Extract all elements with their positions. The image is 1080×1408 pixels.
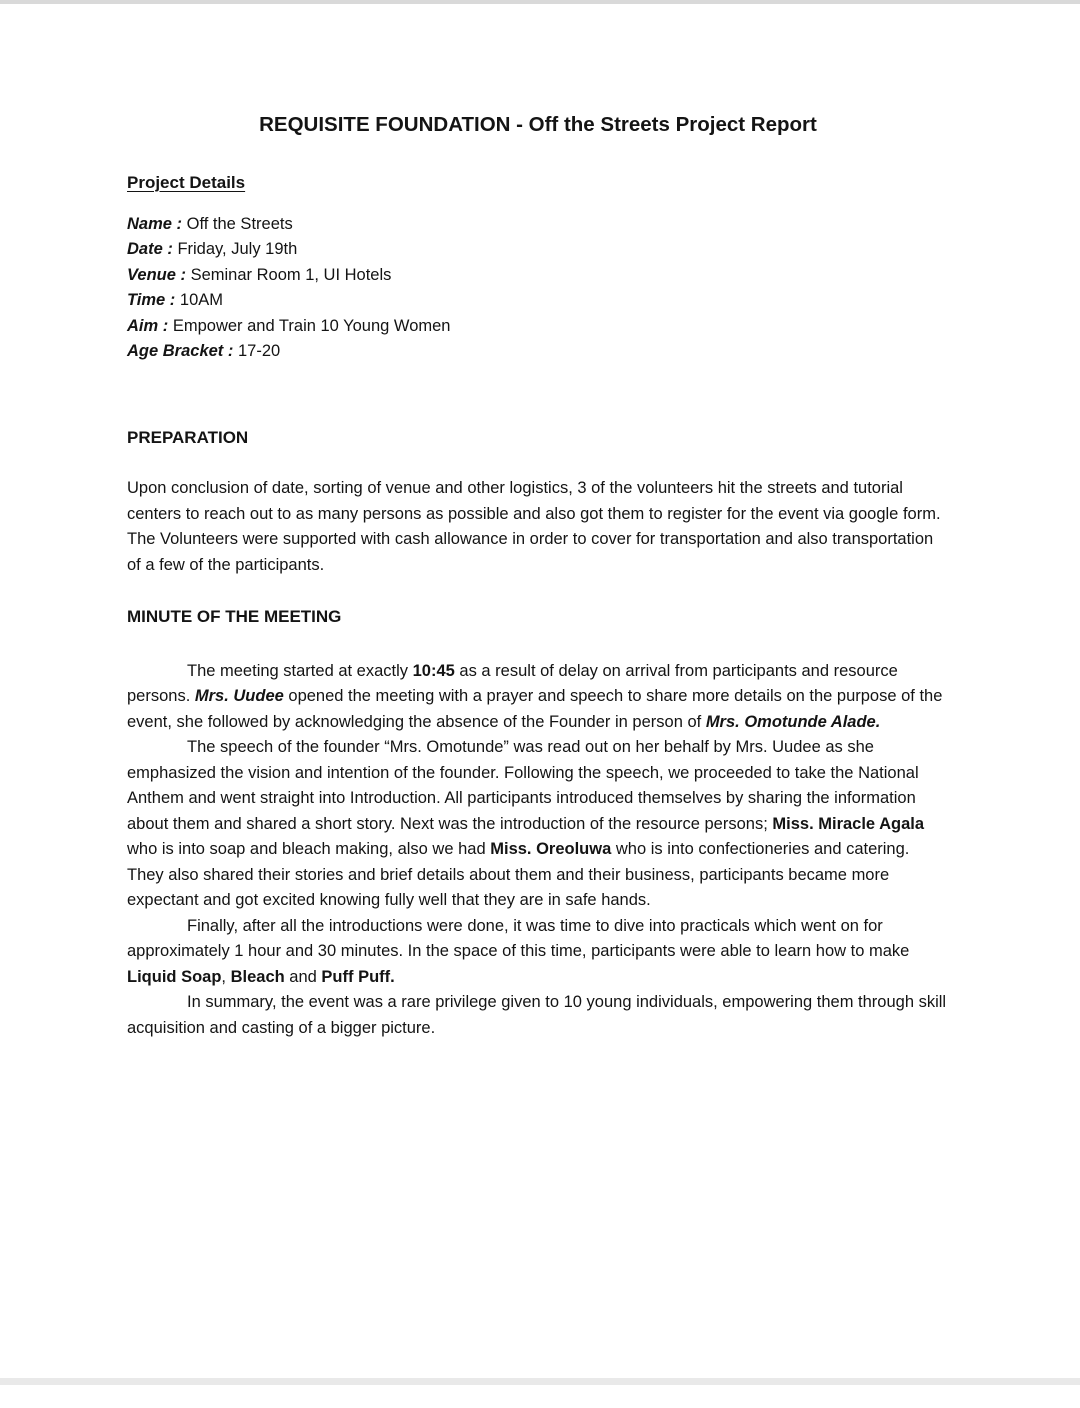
- minutes-paragraph-1: The meeting started at exactly 10:45 as a result of delay on arrival from participants and resource persons. Mrs. Uudee opened the meeting with a prayer and speech to share more details on the purpose of the event, she followed by acknowledging the absence of the Founder in person of Mrs. Omotunde Alade.: [127, 661, 943, 731]
- detail-row-aim: [127, 314, 949, 340]
- detail-label: Age Bracket :: [127, 342, 234, 360]
- detail-label: Venue :: [127, 265, 186, 284]
- detail-label: Time :: [127, 291, 176, 309]
- detail-value: Friday, July 19th: [177, 240, 298, 258]
- detail-row-time: [127, 288, 949, 314]
- page-bottom-edge: [0, 1378, 1080, 1385]
- minutes-body: [127, 659, 949, 1042]
- detail-value: 10AM: [179, 291, 223, 309]
- detail-value: 17-20: [237, 342, 281, 360]
- detail-row-venue: [127, 263, 949, 289]
- project-details-list: [127, 212, 949, 365]
- preparation-heading: PREPARATION: [127, 427, 249, 447]
- detail-label: Date :: [127, 240, 173, 258]
- document-title: REQUISITE FOUNDATION - Off the Streets Project Report: [259, 113, 817, 136]
- detail-row-age-bracket: [127, 339, 949, 365]
- minutes-paragraph-4: In summary, the event was a rare privilege given to 10 young individuals, empowering them through skill acquisition and casting of a bigger picture.: [127, 993, 947, 1037]
- detail-row-name: [127, 212, 949, 238]
- detail-label: Name :: [127, 214, 183, 233]
- detail-value: Seminar Room 1, UI Hotels: [190, 265, 392, 284]
- preparation-paragraph: Upon conclusion of date, sorting of venue and other logistics, 3 of the volunteers hit the streets and tutorial centers to reach out to as many persons as possible and also got them to register for the event via google form. The Volunteers were supported with cash allowance in order to cover for transportation and also transportation of a few of the participants.: [127, 479, 941, 574]
- minutes-paragraph-2: The speech of the founder “Mrs. Omotunde” was read out on her behalf by Mrs. Uudee as she emphasized the vision and intention of the founder. Following the speech, we proceeded to take the National Anthem and went straight into Introduction. All participants introduced themselves by sharing the information about them and shared a short story. Next was the introduction of the resource persons; Miss. Miracle Agala who is into soap and bleach making, also we had Miss. Oreoluwa who is into confectioneries and catering. They also shared their stories and brief details about them and their business, participants became more expectant and got excited knowing fully well that they are in safe hands.: [127, 738, 925, 909]
- project-details-heading: Project Details: [127, 173, 246, 192]
- detail-value: Empower and Train 10 Young Women: [172, 316, 451, 335]
- detail-row-date: [127, 237, 949, 263]
- minutes-heading: MINUTE OF THE MEETING: [127, 607, 342, 626]
- detail-label: Aim :: [127, 316, 169, 335]
- detail-value: Off the Streets: [186, 214, 293, 233]
- minutes-paragraph-3: Finally, after all the introductions were done, it was time to dive into practicals which went on for approximately 1 hour and 30 minutes. In the space of this time, participants were able to learn how to make Liquid Soap, Bleach and Puff Puff.: [127, 916, 910, 986]
